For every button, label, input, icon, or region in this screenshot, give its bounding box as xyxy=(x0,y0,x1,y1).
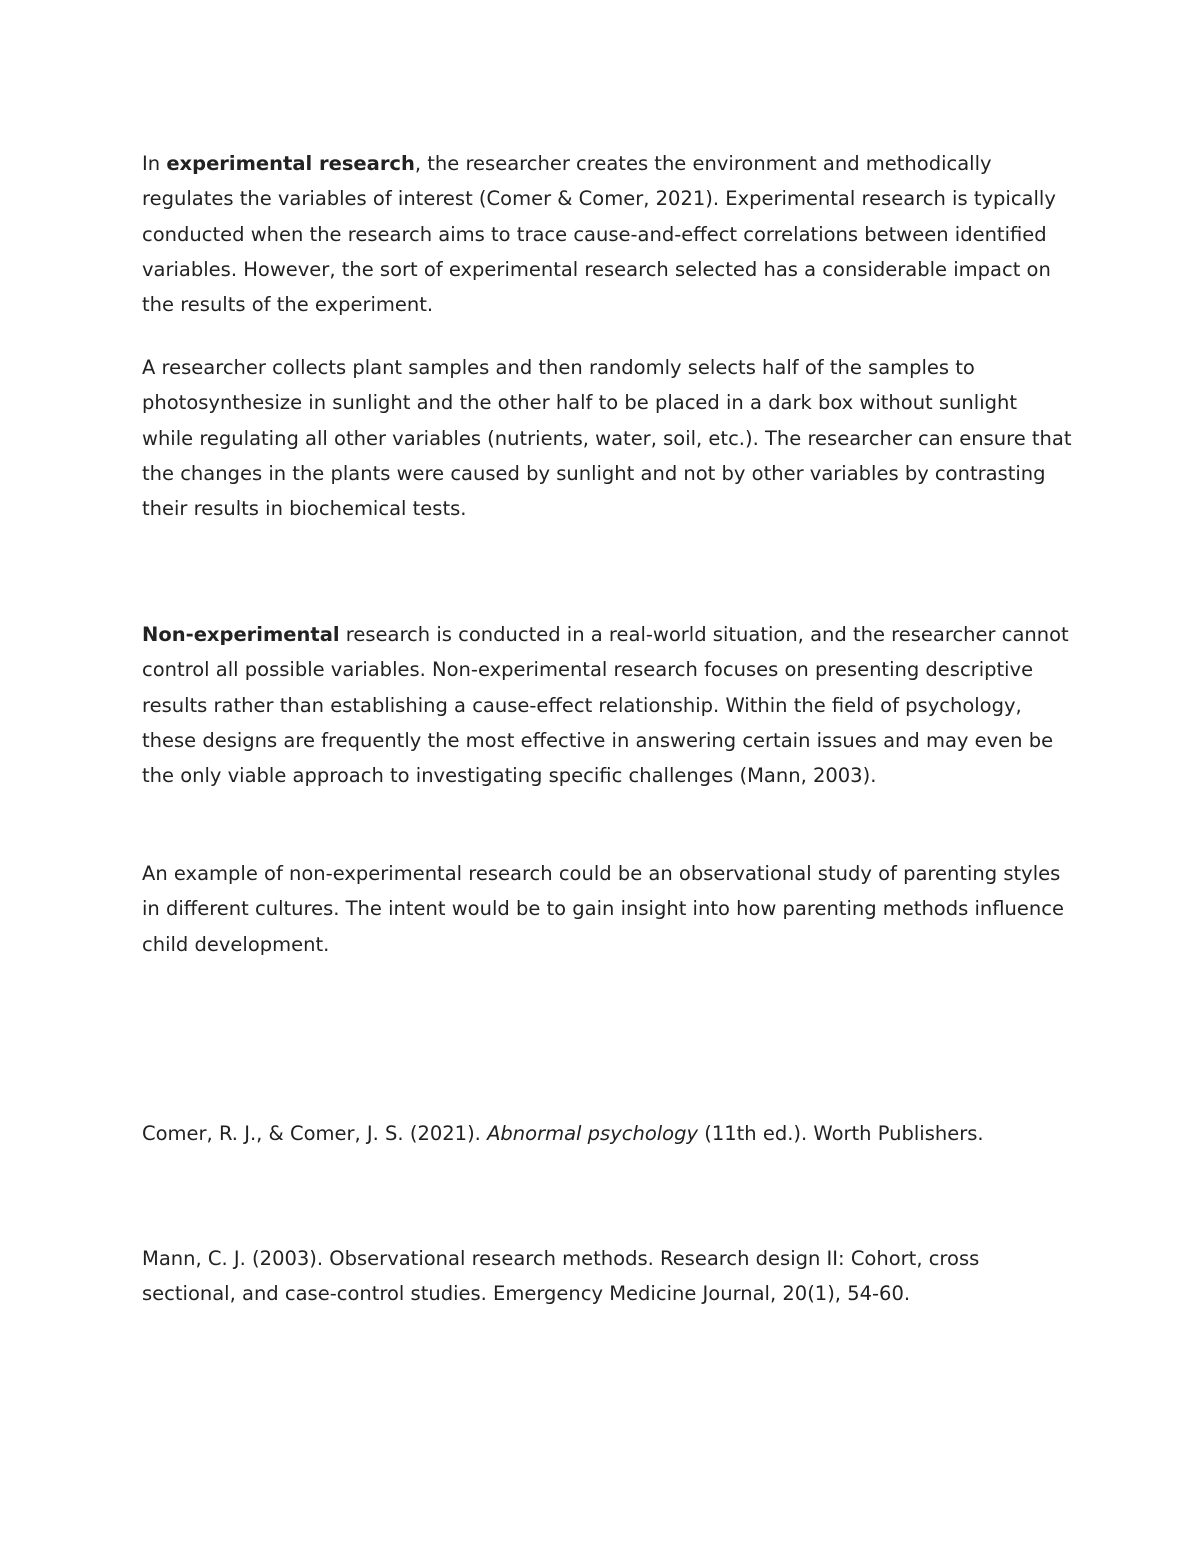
paragraph-text: An example of non-experimental research could be an observational study of parenting styles in different cultures. The intent would be to gain insight into how parenting methods influence child development. xyxy=(142,862,1064,956)
paragraph-non-experimental-example xyxy=(142,856,1072,962)
paragraph-text: A researcher collects plant samples and then randomly selects half of the samples to photosynthesize in sunlight and the other half to be placed in a dark box without sunlight while regulating all other variables (nutrients, water, soil, etc.). The researcher can ensure that the changes in the plants were caused by sunlight and not by other variables by contrasting their results in biochemical tests. xyxy=(142,356,1072,521)
paragraph-lead: In xyxy=(142,152,167,175)
paragraph-body: research is conducted in a real-world situation, and the researcher cannot control all possible variables. Non-experimental research focuses on presenting descriptive results rather than establishing a cause-effect relationship. Within the field of psychology, these designs are frequently the most effective in answering certain issues and may even be the only viable approach to investigating specific challenges (Mann, 2003). xyxy=(142,623,1069,788)
reference-title-italic: Abnormal psychology xyxy=(487,1122,699,1145)
reference-mann xyxy=(142,1241,1072,1312)
paragraph-experimental-research xyxy=(142,146,1072,322)
reference-comer xyxy=(142,1116,1072,1151)
paragraph-non-experimental-research xyxy=(142,617,1072,793)
paragraph-text xyxy=(142,617,1072,793)
paragraph-body: , the researcher creates the environment and methodically regulates the variables of interest (Comer & Comer, 2021). Experimental research is typically conducted when the research aims to trace cause-and-effect correlations between identified variables. However, the sort of experimental research selected has a considerable impact on the results of the experiment. xyxy=(142,152,1056,317)
paragraph-experimental-example xyxy=(142,350,1072,526)
paragraph-text xyxy=(142,146,1072,322)
reference-publisher: (11th ed.). Worth Publishers. xyxy=(698,1122,984,1145)
reference-text xyxy=(142,1116,1072,1151)
reference-text: Mann, C. J. (2003). Observational research methods. Research design II: Cohort, cross sectional, and case-control studies. Emergency Medicine Journal, 20(1), 54-60. xyxy=(142,1247,980,1306)
bold-term-non-experimental: Non-experimental xyxy=(142,623,340,646)
bold-term-experimental-research: experimental research xyxy=(166,152,415,175)
reference-authors: Comer, R. J., & Comer, J. S. (2021). xyxy=(142,1122,488,1145)
